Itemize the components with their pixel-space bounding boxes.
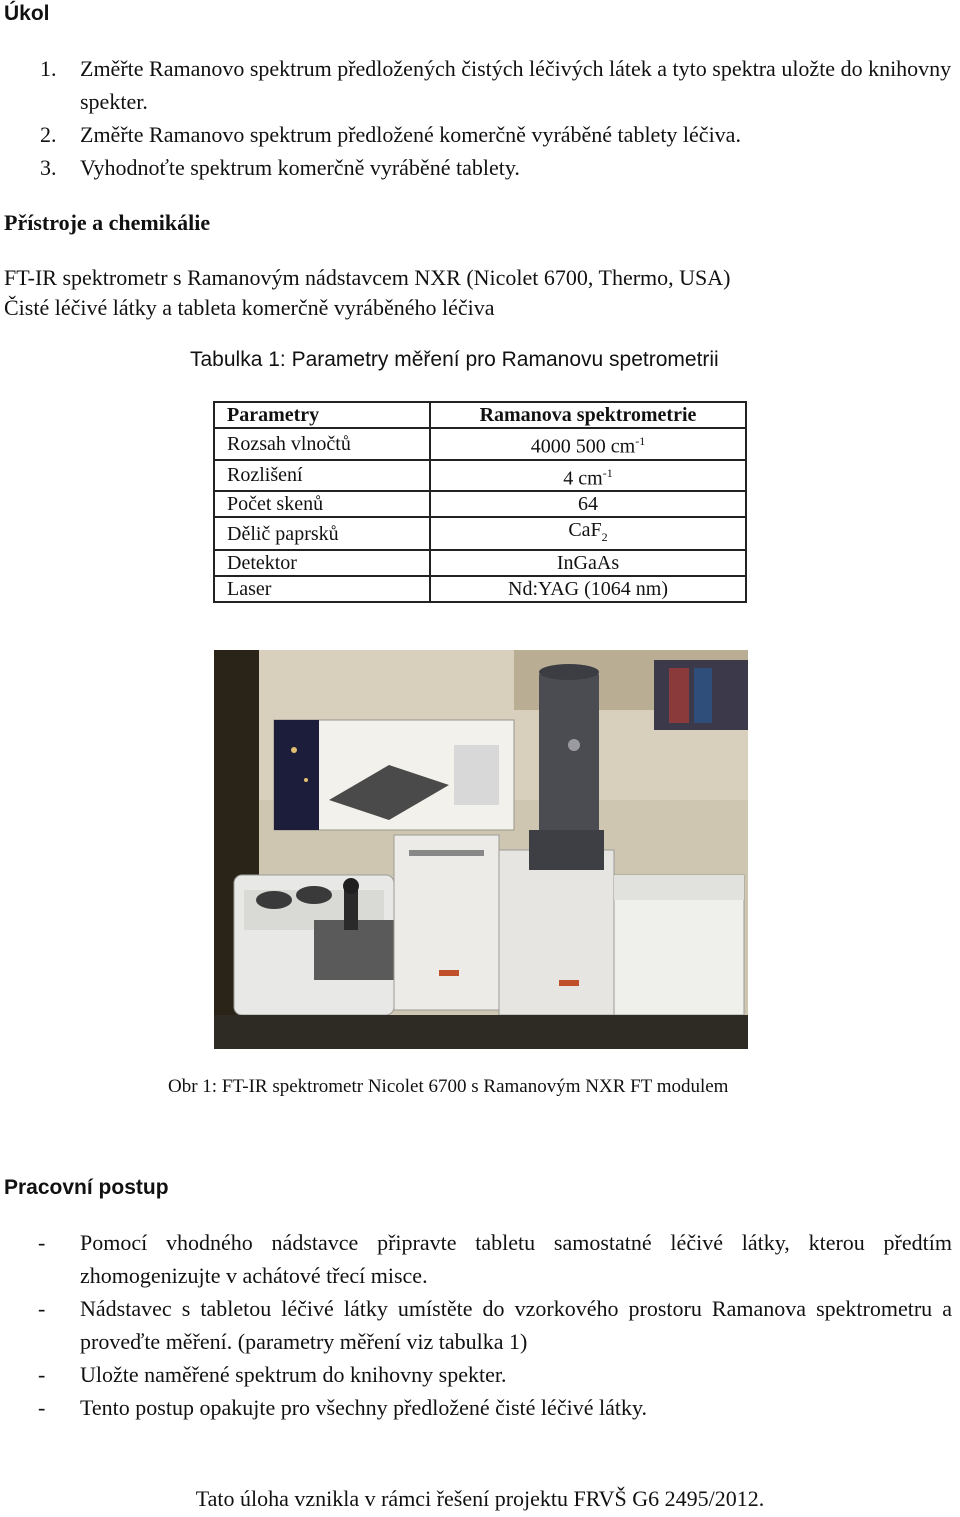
param-name: Rozlišení (214, 460, 430, 492)
task-item (0, 52, 956, 118)
footer-note: Tato úloha vznikla v rámci řešení projektu FRVŠ G6 2495/2012. (195, 1486, 765, 1511)
task-text: Vyhodnoťte spektrum komerčně vyráběné tablety. (80, 155, 520, 180)
param-name: Rozsah vlnočtů (214, 428, 430, 460)
column-header-raman: Ramanova spektrometrie (430, 402, 746, 428)
bullet-dash: - (38, 1395, 46, 1420)
task-item (0, 118, 956, 151)
table-row (214, 428, 746, 460)
table-row (214, 517, 746, 550)
task-section (4, 2, 50, 26)
step-text: Pomocí vhodného nádstavce připravte tabletu samostatné léčivé látky, kterou předtím zhomogenizujte v achátové třecí misce. (80, 1230, 952, 1288)
bullet-dash: - (38, 1296, 46, 1321)
procedure-step (0, 1391, 956, 1424)
param-value: CaF$_2$ (430, 517, 746, 550)
step-text: Tento postup opakujte pro všechny předložené čisté léčivé látky. (80, 1395, 648, 1420)
spectrometer-illustration (214, 650, 748, 1049)
task-text: Změřte Ramanovo spektrum předložených čistých léčivých látek a tyto spektra uložte do knihovny spekter. (80, 56, 952, 114)
task-item (0, 151, 956, 184)
task-text: Změřte Ramanovo spektrum předložené komerčně vyráběné tablety léčiva. (80, 122, 741, 147)
parameters-table (213, 401, 747, 603)
task-heading: Úkol (4, 2, 50, 25)
table-caption: Tabulka 1: Parametry měření pro Ramanovu spetrometrii (190, 348, 719, 371)
task-number: 2. (40, 122, 57, 147)
equipment-line: Čisté léčivé látky a tableta komerčně vyráběného léčiva (4, 295, 495, 320)
table-row (214, 550, 746, 576)
task-number: 1. (40, 56, 57, 81)
step-text: Nádstavec s tabletou léčivé látky umístěte do vzorkového prostoru Ramanova spektrometru a proveďte měření. (parametry měření viz tabulka 1) (80, 1296, 952, 1354)
procedure-heading: Pracovní postup (4, 1176, 169, 1199)
procedure-step (0, 1358, 956, 1391)
task-list (0, 52, 956, 184)
task-number: 3. (40, 155, 57, 180)
equipment-line: FT-IR spektrometr s Ramanovým nádstavcem NXR (Nicolet 6700, Thermo, USA) (4, 265, 731, 290)
figure-caption: Obr 1: FT-IR spektrometr Nicolet 6700 s Ramanovým NXR FT modulem (168, 1076, 729, 1097)
table-header-row (214, 402, 746, 428)
param-value: 64 (430, 491, 746, 517)
table-row (214, 491, 746, 517)
equipment-heading: Přístroje a chemikálie (4, 210, 211, 235)
table-row (214, 576, 746, 602)
bullet-dash: - (38, 1230, 46, 1255)
param-value: 4000 500 $cm^{-1}$ (430, 428, 746, 460)
param-value: InGaAs (430, 550, 746, 576)
param-value: Nd:YAG (1064 nm) (430, 576, 746, 602)
procedure-list (0, 1226, 956, 1424)
param-value: 4 $cm^{-1}$ (430, 460, 746, 492)
param-name: Detektor (214, 550, 430, 576)
param-name: Dělič paprsků (214, 517, 430, 550)
bullet-dash: - (38, 1362, 46, 1387)
step-text: Uložte naměřené spektrum do knihovny spekter. (80, 1362, 507, 1387)
table-row (214, 460, 746, 492)
param-name: Laser (214, 576, 430, 602)
param-name: Počet skenů (214, 491, 430, 517)
column-header-parameters: Parametry (214, 402, 430, 428)
procedure-step (0, 1292, 956, 1358)
procedure-step (0, 1226, 956, 1292)
spectrometer-photo (214, 650, 748, 1049)
